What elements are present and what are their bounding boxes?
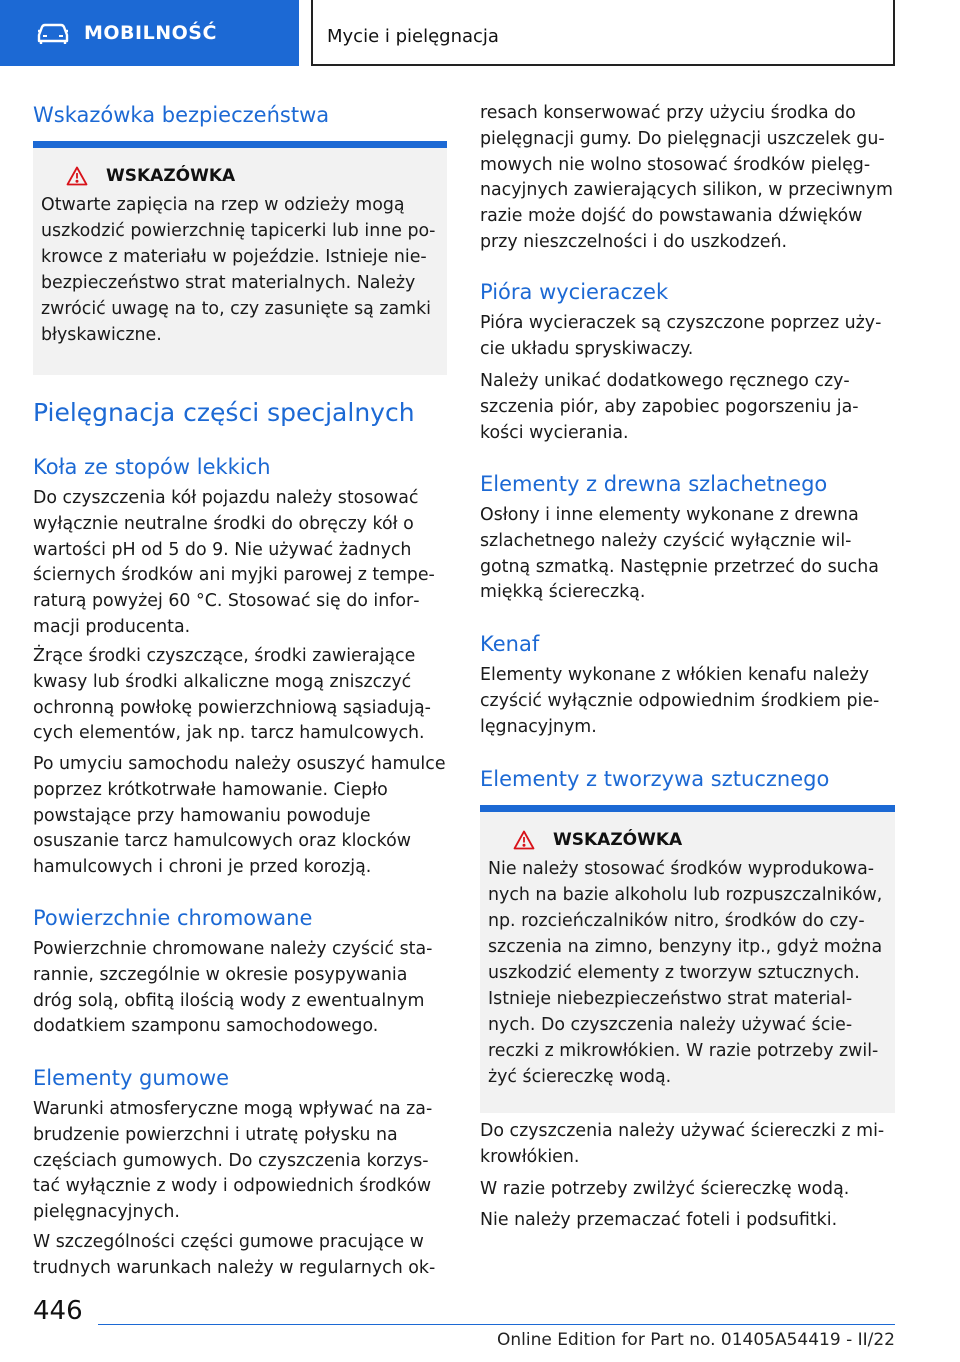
safety-heading: Wskazówka bezpieczeństwa	[33, 103, 330, 127]
footer-divider	[98, 1324, 895, 1325]
warning-text: Otwarte zapięcia na rzep w odzieży mogą uszkodzić powierzchnię tapicerki lub inne pokrowce z materiału w pojeździe. Istnieje niebezpieczeństwo strat materialnych. Należy zwrócić uwagę na to, czy zasunięte są zamki błyskawiczne.	[41, 195, 436, 345]
chrome-paragraph: Powierzchnie chromowane należy czyścić starannie, szczególnie w okresie posypywania dróg solą, obfitą ilością wody z ewentualnym dodatkiem szamponu samochodowego.	[33, 939, 433, 1037]
kenaf-heading: Kenaf	[480, 632, 540, 656]
rubber-heading: Elementy gumowe	[33, 1066, 230, 1090]
wipers-paragraph: Należy unikać dodatkowego ręcznego czyszczenia piór, aby zapobiec pogorszeniu jakości wycierania.	[480, 371, 859, 443]
edition-label: Online Edition for Part no. 01405A54419 - II/22	[496, 1330, 895, 1350]
warning-title: WSKAZÓWKA	[41, 166, 437, 186]
page-number: 446	[33, 1296, 83, 1326]
wheels-paragraph: Do czyszczenia kół pojazdu należy stosować wyłącznie neutralne środki do obręczy kół o wartości pH od 5 do 9. Nie używać żadnych ściernych środków ani myjki parowej z temperaturą powyżej 60 °C. Stosować się do informacji producenta.	[33, 488, 435, 637]
warning-title: WSKAZÓWKA	[488, 830, 885, 850]
section-label: MOBILNOŚĆ	[84, 22, 217, 44]
plastic-paragraph: W razie potrzeby zwilżyć ściereczkę wodą.	[480, 1179, 850, 1199]
section-tab[interactable]	[0, 0, 299, 66]
wipers-paragraph: Pióra wycieraczek są czyszczone poprzez użycie układu spryskiwaczy.	[480, 313, 882, 359]
warning-box	[33, 141, 447, 375]
warning-triangle-icon	[513, 830, 535, 850]
warning-triangle-icon	[66, 166, 88, 186]
plastic-heading: Elementy z tworzywa sztucznego	[480, 767, 830, 791]
warning-box	[480, 805, 895, 1113]
rubber-paragraph: W szczególności części gumowe pracujące w trudnych warunkach należy w regularnych ok-	[33, 1232, 436, 1278]
car-icon	[36, 21, 70, 45]
plastic-paragraph: Nie należy przemaczać foteli i podsufitki.	[480, 1210, 838, 1230]
wheels-paragraph: Po umyciu samochodu należy osuszyć hamulce poprzez krótkotrwałe hamowanie. Ciepło powstające przy hamowaniu powoduje osuszanie tarcz hamulcowych oraz klocków hamulcowych i chroni je przed korozją.	[33, 754, 446, 878]
wood-paragraph: Osłony i inne elementy wykonane z drewna szlachetnego należy czyścić wyłącznie wilgotną szmatką. Następnie przetrzeć do sucha miękką ściereczką.	[480, 505, 879, 603]
special-parts-heading: Pielęgnacja części specjalnych	[33, 398, 415, 427]
chapter-title: Mycie i pielęgnacja	[311, 0, 895, 66]
wipers-heading: Pióra wycieraczek	[480, 280, 669, 304]
alloy-wheels-heading: Koła ze stopów lekkich	[33, 455, 271, 479]
wood-heading: Elementy z drewna szlachetnego	[480, 472, 828, 496]
rubber-paragraph-continued: resach konserwować przy użyciu środka do pielęgnacji gumy. Do pielęgnacji uszczelek gumowych nie wolno stosować środków pielęgnacyjnych zawierających silikon, w przeciwnym razie może dojść do powstawania dźwięków przy nieszczelności i do uszkodzeń.	[480, 103, 893, 252]
kenaf-paragraph: Elementy wykonane z włókien kenafu należy czyścić wyłącznie odpowiednim środkiem pielęgnacyjnym.	[480, 665, 880, 737]
warning-text: Nie należy stosować środków wyprodukowanych na bazie alkoholu lub rozpuszczalników, np. rozcieńczalników nitro, środków do czyszczenia na zimno, benzyny itp., gdyż można uszkodzić elementy z tworzyw sztucznych. Istnieje niebezpieczeństwo strat materialnych. Do czyszczenia należy używać ściereczki z mikrowłókien. W razie potrzeby zwilżyć ściereczkę wodą.	[488, 859, 883, 1087]
chrome-heading: Powierzchnie chromowane	[33, 906, 313, 930]
rubber-paragraph: Warunki atmosferyczne mogą wpływać na zabrudzenie powierzchni i utratę połysku na częściach gumowych. Do czyszczenia korzystać wyłącznie z wody i odpowiednich środków pielęgnacyjnych.	[33, 1099, 433, 1223]
plastic-paragraph: Do czyszczenia należy używać ściereczki z mikrowłókien.	[480, 1121, 885, 1167]
wheels-paragraph: Żrące środki czyszczące, środki zawierające kwasy lub środki alkaliczne mogą zniszczyć ochronną powłokę powierzchniową sąsiadujących elementów, jak np. tarcz hamulcowych.	[33, 646, 431, 744]
page-header	[0, 0, 960, 66]
